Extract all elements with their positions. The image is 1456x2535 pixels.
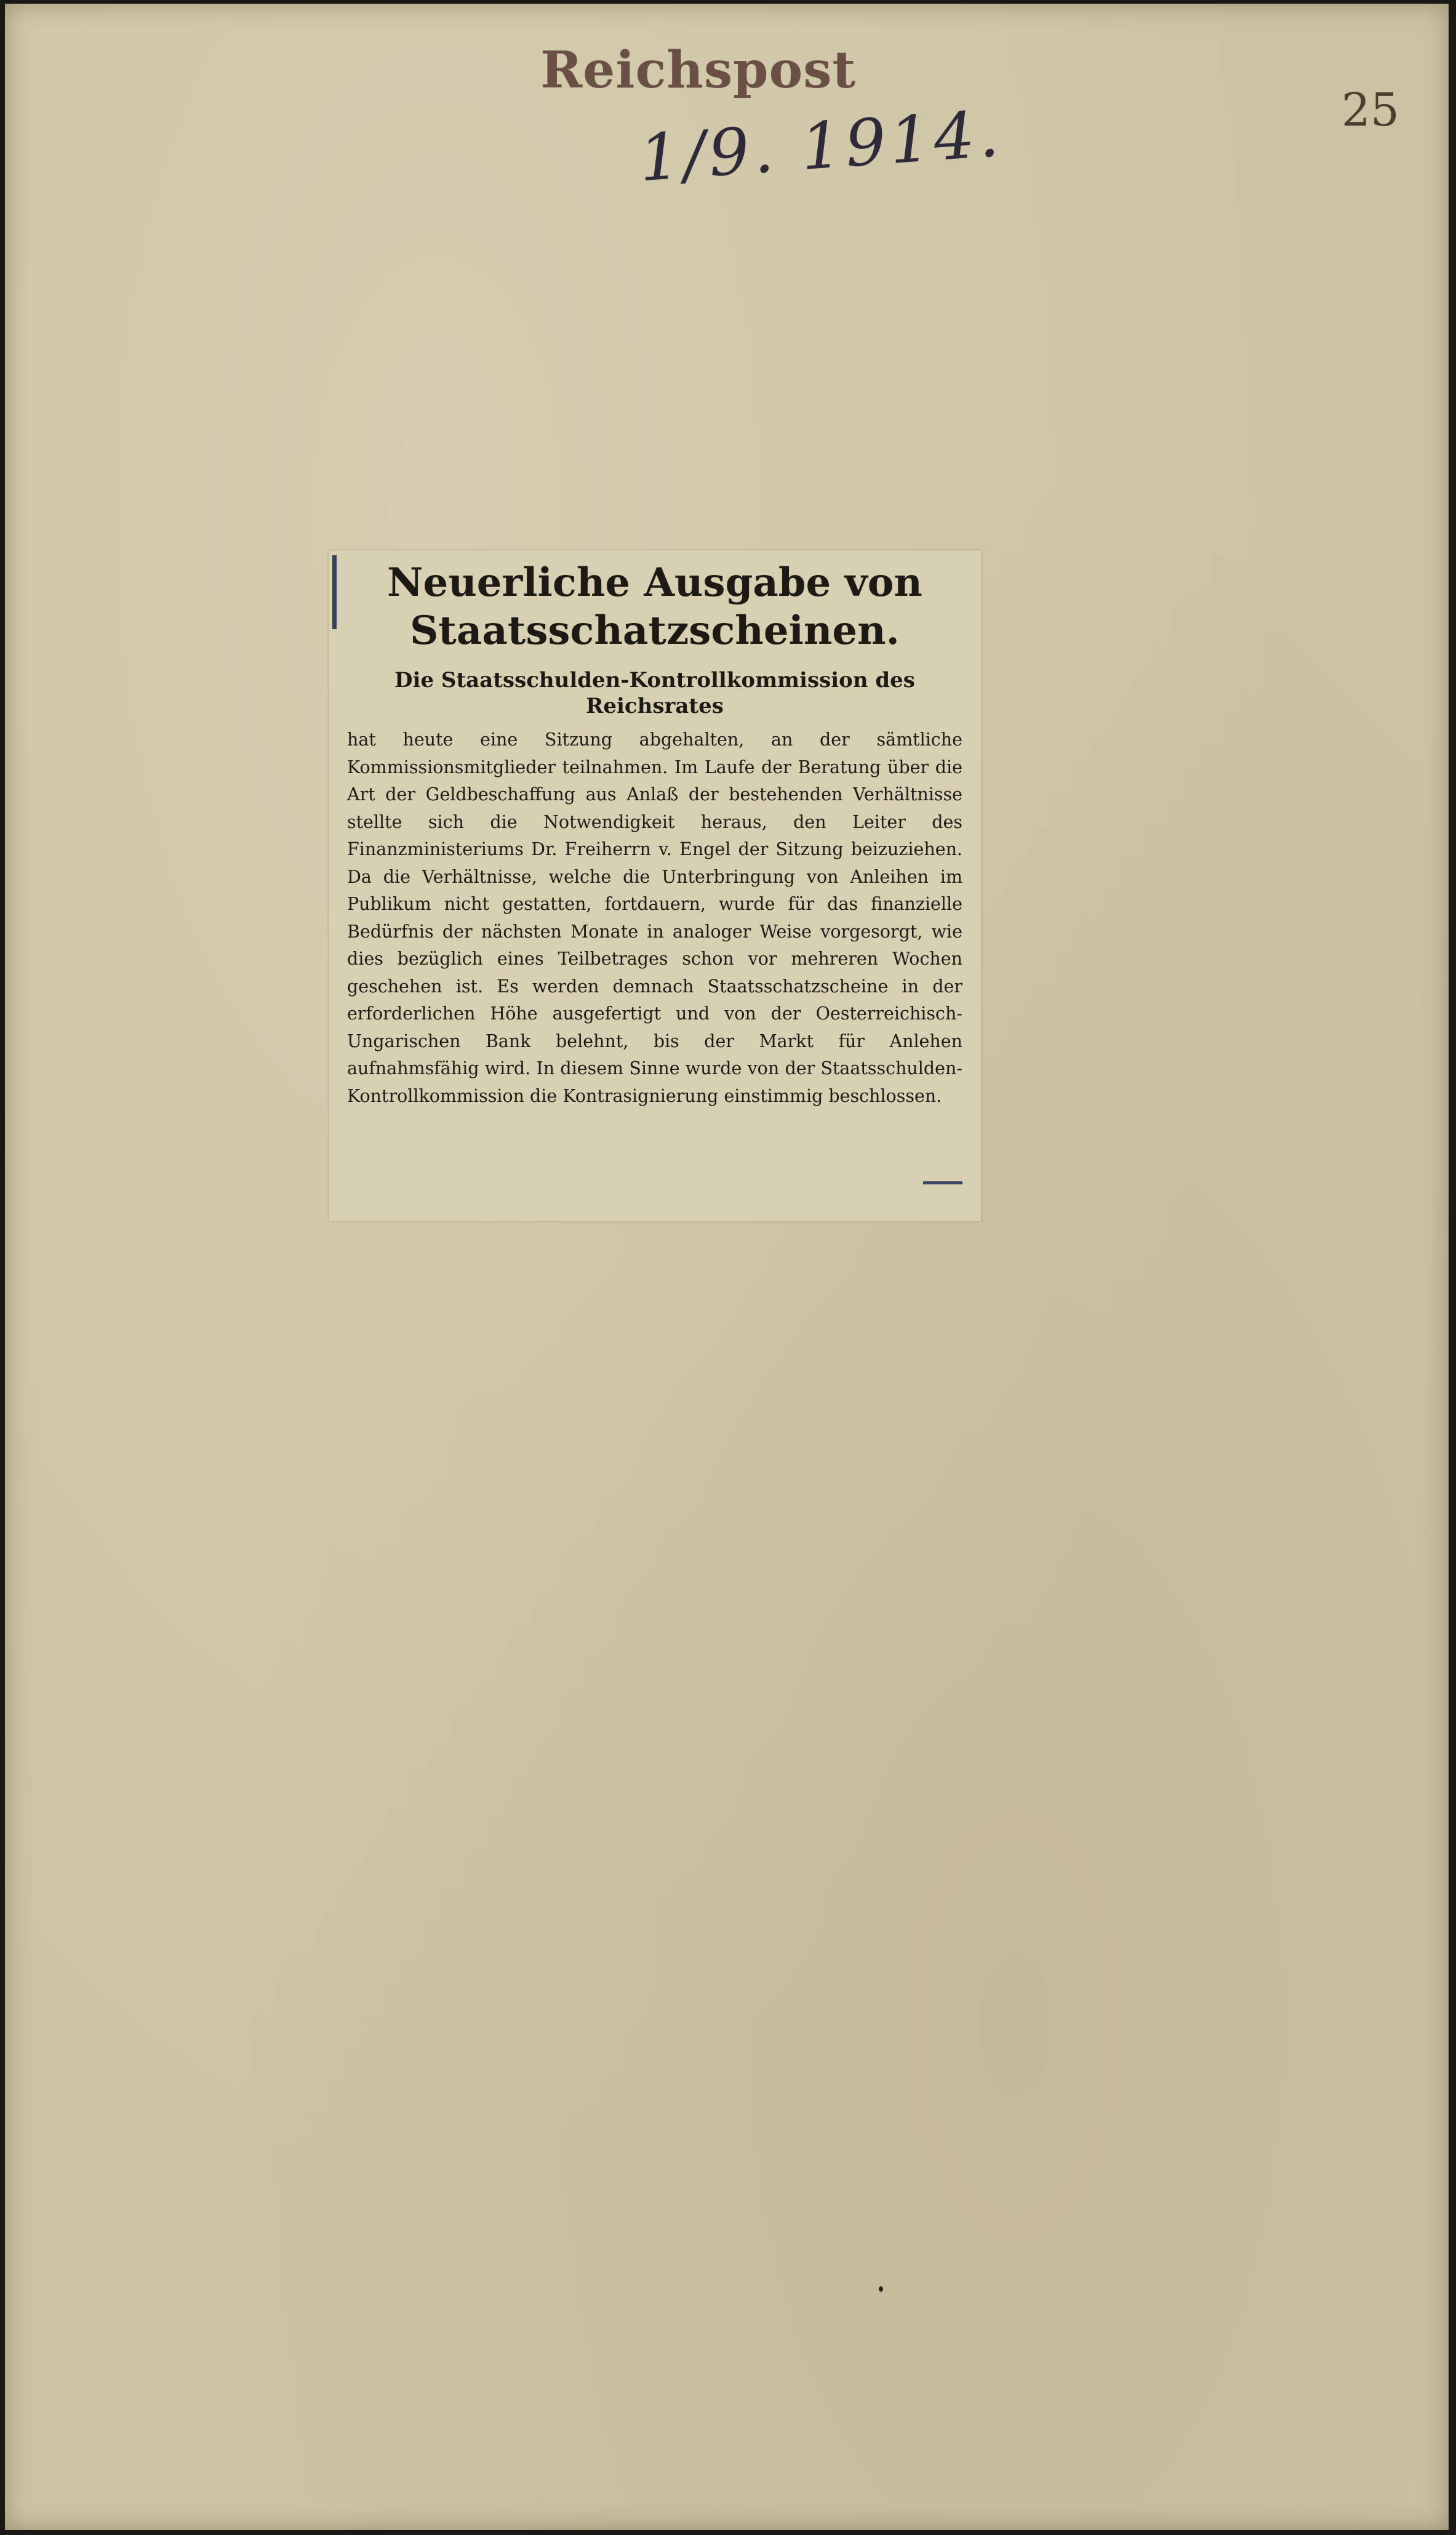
page-number: 25 [1341,84,1399,137]
article-end-rule [923,1181,962,1184]
paper-speck [879,2286,883,2292]
newspaper-clipping [329,550,981,1221]
article-headline: Neuerliche Ausgabe von Staatsschatzscheinen. [387,560,922,654]
handwritten-date: 1/9. 1914. [636,95,1005,196]
clipping-margin-rule [332,555,337,629]
newspaper-stamp: Reichspost [540,41,857,100]
article-body: hat heute eine Sitzung abgehalten, an der sämtliche Kommissionsmitglieder teilnahmen. Im Laufe der Beratung über die Art der Geldbeschaffung aus Anlaß der bestehenden Verhältnisse stellte sich die Notwendigkeit heraus, den Leiter des Finanzministeriums Dr. Freiherrn v. Engel der Sitzung beizuziehen. Da die Verhältnisse, welche die Unterbringung von Anleihen im Publikum nicht gestatten, fortdauern, wurde für das finanzielle Bedürfnis der nächsten Monate in analoger Weise vorgesorgt, wie dies bezüglich eines Teilbetrages schon vor mehreren Wochen geschehen ist. Es werden demnach Staatsschatzscheine in der erforderlichen Höhe ausgefertigt und von der Oesterreichisch-Ungarischen Bank belehnt, bis der Markt für Anlehen aufnahmsfähig wird. In diesem Sinne wurde von der Staatsschulden-Kontrollkommission die Kontrasignierung einstimmig beschlossen. [347,729,962,1106]
article-subheadline: Die Staatsschulden-Kontrollkommission des Reichsrates [394,668,915,718]
archive-sheet [5,4,1449,2530]
